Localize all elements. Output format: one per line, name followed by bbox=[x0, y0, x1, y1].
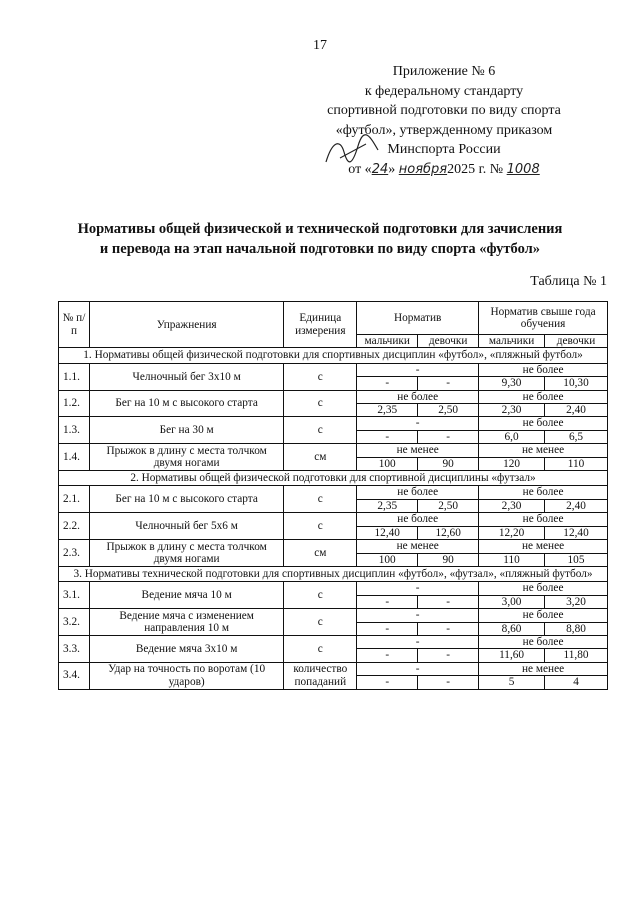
above-label: не более bbox=[479, 635, 608, 648]
above-label: не более bbox=[479, 609, 608, 622]
norm-girls-value: - bbox=[418, 430, 479, 443]
section-row bbox=[59, 566, 608, 581]
header-girls: девочки bbox=[418, 335, 479, 348]
appendix-line: Минспорта России bbox=[387, 142, 501, 157]
exercise-name: Прыжок в длину с места толчком двумя ногами bbox=[89, 444, 283, 471]
table-row bbox=[59, 662, 608, 675]
header-norm-above: Норматив свыше года обучения bbox=[479, 302, 608, 335]
row-number: 1.4. bbox=[59, 444, 90, 471]
above-boys-value: 9,30 bbox=[479, 377, 545, 390]
norm-label: не менее bbox=[357, 444, 479, 457]
above-label: не менее bbox=[479, 444, 608, 457]
exercise-name: Ведение мяча 3х10 м bbox=[89, 635, 283, 662]
above-boys-value: 5 bbox=[479, 676, 545, 689]
above-boys-value: 6,0 bbox=[479, 430, 545, 443]
norm-boys-value: 12,40 bbox=[357, 526, 418, 539]
norm-label: - bbox=[357, 662, 479, 675]
unit-cell: см bbox=[284, 444, 357, 471]
exercise-name: Бег на 10 м с высокого старта bbox=[89, 486, 283, 513]
above-label: не более bbox=[479, 513, 608, 526]
exercise-name: Челночный бег 3х10 м bbox=[89, 363, 283, 390]
unit-cell: с bbox=[284, 609, 357, 636]
above-label: не более bbox=[479, 582, 608, 595]
above-label: не более bbox=[479, 363, 608, 376]
norm-girls-value: - bbox=[418, 649, 479, 662]
year-text: 2025 г. № bbox=[447, 161, 504, 177]
header-num: № п/п bbox=[59, 302, 90, 348]
handwritten-order-number: 1008 bbox=[506, 161, 540, 177]
norm-boys-value: 100 bbox=[357, 457, 418, 470]
unit-cell: с bbox=[284, 582, 357, 609]
table-row bbox=[59, 582, 608, 595]
norm-label: не более bbox=[357, 390, 479, 403]
above-boys-value: 120 bbox=[479, 457, 545, 470]
norm-girls-value: 90 bbox=[418, 553, 479, 566]
norm-girls-value: - bbox=[418, 377, 479, 390]
table-row bbox=[59, 444, 608, 457]
appendix-line: спортивной подготовки по виду спорта bbox=[327, 103, 561, 118]
norm-label: - bbox=[357, 635, 479, 648]
above-girls-value: 2,40 bbox=[545, 404, 608, 417]
unit-cell: количество попаданий bbox=[284, 662, 357, 689]
norm-label: не менее bbox=[357, 540, 479, 553]
unit-cell: см bbox=[284, 540, 357, 567]
header-unit: Единица измерения bbox=[284, 302, 357, 348]
row-number: 3.1. bbox=[59, 582, 90, 609]
norm-boys-value: 2,35 bbox=[357, 499, 418, 512]
norm-boys-value: - bbox=[357, 649, 418, 662]
above-girls-value: 12,40 bbox=[545, 526, 608, 539]
table-row bbox=[59, 540, 608, 553]
row-number: 3.4. bbox=[59, 662, 90, 689]
table-row bbox=[59, 513, 608, 526]
norm-girls-value: 2,50 bbox=[418, 499, 479, 512]
norm-girls-value: 2,50 bbox=[418, 404, 479, 417]
row-number: 2.2. bbox=[59, 513, 90, 540]
table-row bbox=[59, 486, 608, 499]
norm-label: - bbox=[357, 363, 479, 376]
exercise-name: Бег на 30 м bbox=[89, 417, 283, 444]
above-girls-value: 3,20 bbox=[545, 595, 608, 608]
handwritten-day: 24 bbox=[371, 161, 389, 177]
above-girls-value: 110 bbox=[545, 457, 608, 470]
table-label: Таблица № 1 bbox=[530, 274, 607, 289]
norm-boys-value: 100 bbox=[357, 553, 418, 566]
above-girls-value: 6,5 bbox=[545, 430, 608, 443]
document-title bbox=[40, 219, 600, 259]
norm-boys-value: - bbox=[357, 430, 418, 443]
above-boys-value: 3,00 bbox=[479, 595, 545, 608]
exercise-name: Ведение мяча 10 м bbox=[89, 582, 283, 609]
norm-girls-value: - bbox=[418, 595, 479, 608]
above-label: не более bbox=[479, 390, 608, 403]
above-girls-value: 4 bbox=[545, 676, 608, 689]
row-number: 2.3. bbox=[59, 540, 90, 567]
norm-boys-value: - bbox=[357, 377, 418, 390]
above-boys-value: 2,30 bbox=[479, 499, 545, 512]
date-mid: » bbox=[388, 161, 396, 177]
norm-boys-value: - bbox=[357, 622, 418, 635]
above-boys-value: 2,30 bbox=[479, 404, 545, 417]
section-row bbox=[59, 348, 608, 363]
header-girls-above: девочки bbox=[545, 335, 608, 348]
row-number: 3.3. bbox=[59, 635, 90, 662]
above-boys-value: 110 bbox=[479, 553, 545, 566]
date-prefix: от « bbox=[348, 161, 372, 177]
exercise-name: Прыжок в длину с места толчком двумя ногами bbox=[89, 540, 283, 567]
title-line-1: Нормативы общей физической и технической подготовки для зачисления bbox=[77, 221, 563, 237]
norm-label: - bbox=[357, 417, 479, 430]
appendix-line: к федеральному стандарту bbox=[364, 83, 524, 99]
above-label: не более bbox=[479, 486, 608, 499]
exercise-name: Удар на точность по воротам (10 ударов) bbox=[89, 662, 283, 689]
appendix-line: «футбол», утвержденному приказом bbox=[335, 122, 553, 138]
norm-girls-value: - bbox=[418, 676, 479, 689]
header-boys: мальчики bbox=[357, 335, 418, 348]
norm-label: - bbox=[357, 609, 479, 622]
norm-boys-value: - bbox=[357, 595, 418, 608]
row-number: 3.2. bbox=[59, 609, 90, 636]
table-row bbox=[59, 390, 608, 403]
header-norm: Норматив bbox=[357, 302, 479, 335]
above-label: не менее bbox=[479, 540, 608, 553]
norm-boys-value: - bbox=[357, 676, 418, 689]
table-row bbox=[59, 635, 608, 648]
unit-cell: с bbox=[284, 363, 357, 390]
page-number: 17 bbox=[313, 38, 327, 53]
norm-girls-value: - bbox=[418, 622, 479, 635]
exercise-name: Челночный бег 5х6 м bbox=[89, 513, 283, 540]
header-exercise: Упражнения bbox=[89, 302, 283, 348]
unit-cell: с bbox=[284, 513, 357, 540]
exercise-name: Бег на 10 м с высокого старта bbox=[89, 390, 283, 417]
exercise-name: Ведение мяча с изменением направления 10 м bbox=[89, 609, 283, 636]
above-girls-value: 10,30 bbox=[545, 377, 608, 390]
section-title: 2. Нормативы общей физической подготовки для спортивной дисциплины «футзал» bbox=[59, 471, 608, 486]
norm-girls-value: 90 bbox=[418, 457, 479, 470]
section-title: 1. Нормативы общей физической подготовки для спортивных дисциплин «футбол», «пляжный футбол» bbox=[59, 348, 608, 363]
unit-cell: с bbox=[284, 390, 357, 417]
section-title: 3. Нормативы технической подготовки для спортивных дисциплин «футбол», «футзал», «пляжный футбол» bbox=[59, 566, 608, 581]
unit-cell: с bbox=[284, 486, 357, 513]
section-row bbox=[59, 471, 608, 486]
table-row bbox=[59, 609, 608, 622]
above-boys-value: 8,60 bbox=[479, 622, 545, 635]
title-line-2: и перевода на этап начальной подготовки по виду спорта «футбол» bbox=[99, 241, 541, 257]
above-boys-value: 12,20 bbox=[479, 526, 545, 539]
row-number: 1.2. bbox=[59, 390, 90, 417]
norm-label: не более bbox=[357, 486, 479, 499]
norm-label: не более bbox=[357, 513, 479, 526]
norm-label: - bbox=[357, 582, 479, 595]
appendix-line: Приложение № 6 bbox=[392, 64, 496, 79]
row-number: 1.3. bbox=[59, 417, 90, 444]
norm-boys-value: 2,35 bbox=[357, 404, 418, 417]
above-boys-value: 11,60 bbox=[479, 649, 545, 662]
row-number: 1.1. bbox=[59, 363, 90, 390]
table-row bbox=[59, 417, 608, 430]
above-girls-value: 105 bbox=[545, 553, 608, 566]
unit-cell: с bbox=[284, 417, 357, 444]
handwritten-month: ноября bbox=[398, 161, 448, 177]
above-label: не менее bbox=[479, 662, 608, 675]
above-girls-value: 2,40 bbox=[545, 499, 608, 512]
above-girls-value: 8,80 bbox=[545, 622, 608, 635]
above-label: не более bbox=[479, 417, 608, 430]
unit-cell: с bbox=[284, 635, 357, 662]
norms-table bbox=[58, 301, 608, 690]
row-number: 2.1. bbox=[59, 486, 90, 513]
signature-icon bbox=[322, 132, 382, 172]
table-row bbox=[59, 363, 608, 376]
norm-girls-value: 12,60 bbox=[418, 526, 479, 539]
header-boys-above: мальчики bbox=[479, 335, 545, 348]
above-girls-value: 11,80 bbox=[545, 649, 608, 662]
